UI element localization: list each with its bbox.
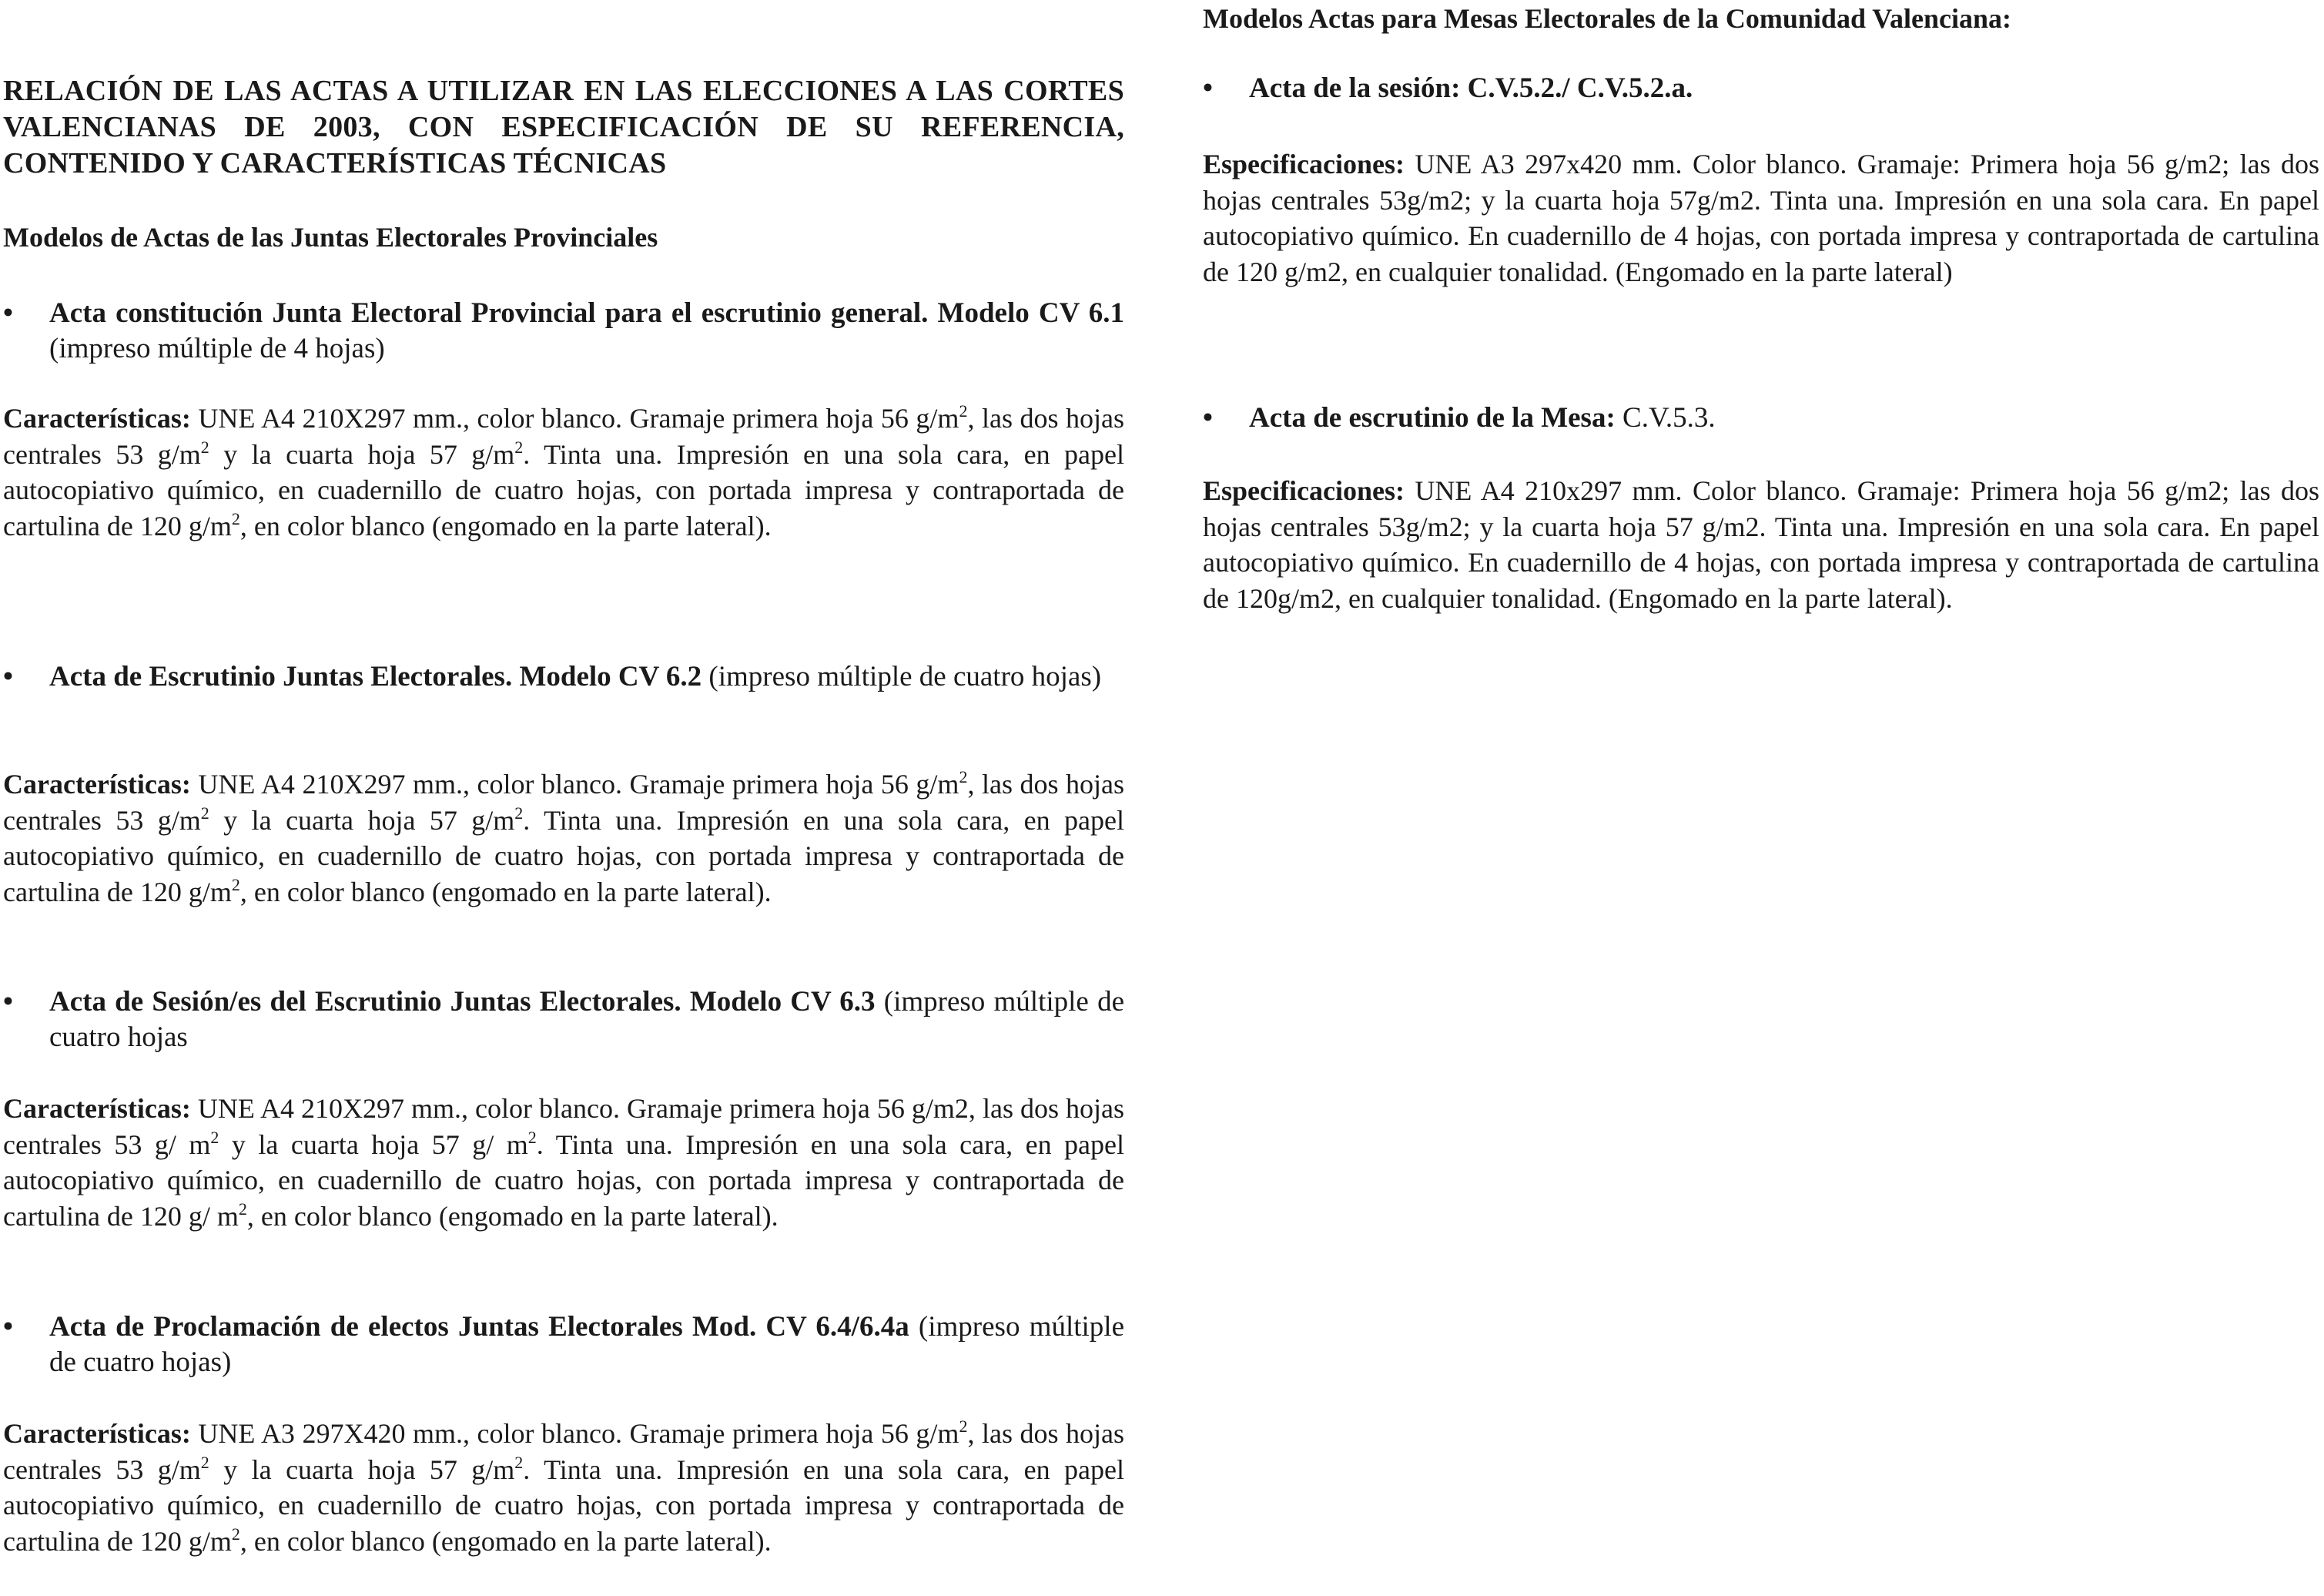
spec-label: Características:: [3, 403, 191, 434]
item-title-bold: Acta de Sesión/es del Escrutinio Juntas Electorales. Modelo CV 6.3: [49, 986, 876, 1018]
item-specification: [3, 401, 1124, 544]
bullet-icon: •: [1203, 402, 1213, 434]
bullet-icon: •: [1203, 72, 1213, 104]
section-title-polling-stations: Modelos Actas para Mesas Electorales de la Comunidad Valenciana:: [1203, 3, 2011, 34]
spec-label: Características:: [3, 1418, 191, 1449]
spec-text: , en color blanco (engomado en la parte lateral).: [239, 876, 772, 907]
item-specification: [1203, 146, 2319, 290]
spec-text: . Tinta una. Impresión en una sola cara, en papel autocopiativo químico, en cuadernillo de cuatro hojas, con portada impresa y contraportada de cartulina de 120 g/m: [3, 438, 1125, 542]
spec-text: . Tinta una. Impresión en una sola cara, en papel autocopiativo químico, en cuadernillo de cuatro hojas, con portada impresa y contraportada de cartulina de 120 g/m: [3, 804, 1125, 907]
spec-text: , en color blanco (engomado en la parte lateral).: [239, 510, 772, 542]
spec-text: y la cuarta hoja 57 g/m: [209, 1454, 515, 1485]
spec-label: Características:: [3, 1093, 191, 1124]
superscript: 2: [210, 1127, 219, 1147]
item-title-note: (impreso múltiple de cuatro hojas): [49, 1311, 1124, 1378]
bullet-icon: •: [3, 1311, 13, 1343]
spec-label: Especificaciones:: [1203, 149, 1405, 179]
superscript: 2: [231, 508, 240, 528]
list-item-title: [3, 984, 1124, 1055]
superscript: 2: [231, 1524, 240, 1544]
bullet-icon: •: [3, 661, 13, 692]
superscript: 2: [959, 401, 968, 421]
item-title-bold: Acta de Proclamación de electos Juntas Electorales Mod. CV 6.4/6.4a: [49, 1311, 909, 1343]
item-specification: [1203, 473, 2319, 616]
spec-text: UNE A4 210X297 mm., color blanco. Gramaje primera hoja 56 g/m: [190, 403, 959, 434]
superscript: 2: [959, 767, 968, 786]
section-title-provincial-boards: Modelos de Actas de las Juntas Electorales Provinciales: [3, 222, 658, 253]
item-title-bold: Acta de Escrutinio Juntas Electorales. Modelo CV 6.2: [49, 661, 702, 692]
spec-text: , las dos hojas centrales 53 g/m: [3, 403, 1124, 470]
superscript: 2: [959, 1417, 968, 1436]
superscript: 2: [527, 1127, 537, 1147]
list-item-title: [1203, 401, 2319, 436]
bullet-icon: •: [3, 297, 13, 329]
item-title-note: (impreso múltiple de cuatro hojas): [702, 661, 1102, 692]
list-item-title: [3, 296, 1124, 367]
item-specification: [3, 766, 1124, 910]
list-item-title: [3, 659, 1124, 695]
superscript: 2: [514, 803, 524, 823]
spec-label: Especificaciones:: [1203, 475, 1405, 506]
spec-text: UNE A3 297x420 mm. Color blanco. Gramaje: Primera hoja 56 g/m2; las dos hojas centrales 53g/m2; y la cuarta hoja 57g/m2. Tinta una. Impresión en una sola cara. En papel autocopiativo químico. En cuadernillo de 4 hojas, con portada impresa y contraportada de cartulina de 120 g/m2, en cualquier tonalidad. (Engomado en la parte lateral): [1203, 149, 2319, 287]
superscript: 2: [231, 874, 240, 894]
spec-text: y la cuarta hoja 57 g/m: [209, 438, 515, 470]
list-item-title: [1203, 71, 2319, 106]
superscript: 2: [200, 803, 209, 823]
spec-text: y la cuarta hoja 57 g/m: [209, 804, 515, 836]
spec-text: , las dos hojas centrales 53 g/m: [3, 769, 1124, 836]
superscript: 2: [514, 437, 524, 457]
spec-text: . Tinta una. Impresión en una sola cara, en papel autocopiativo químico, en cuadernillo de cuatro hojas, con portada impresa y contraportada de cartulina de 120 g/m: [3, 1454, 1125, 1557]
spec-label: Características:: [3, 769, 191, 800]
document-heading: RELACIÓN DE LAS ACTAS A UTILIZAR EN LAS ELECCIONES A LAS CORTES VALENCIANAS DE 2003, CON ESPECIFICACIÓN DE SU REFERENCIA, CONTENIDO Y CARACTERÍSTICAS TÉCNICAS: [3, 75, 1124, 179]
spec-text: UNE A3 297X420 mm., color blanco. Gramaje primera hoja 56 g/m: [190, 1418, 959, 1449]
item-title-note: C.V.5.3.: [1615, 402, 1716, 434]
spec-text: y la cuarta hoja 57 g/ m: [219, 1128, 528, 1160]
spec-text: UNE A4 210X297 mm., color blanco. Gramaje primera hoja 56 g/m2, las dos hojas centrales 53 g/ m: [3, 1093, 1124, 1160]
spec-text: UNE A4 210X297 mm., color blanco. Gramaje primera hoja 56 g/m: [190, 769, 959, 800]
list-item-title: [3, 1309, 1124, 1380]
superscript: 2: [200, 437, 209, 457]
item-title-bold: Acta constitución Junta Electoral Provincial para el escrutinio general. Modelo CV 6.1: [49, 297, 1124, 329]
spec-text: . Tinta una. Impresión en una sola cara, en papel autocopiativo químico, en cuadernillo de cuatro hojas, con portada impresa y contraportada de cartulina de 120 g/ m: [3, 1128, 1125, 1232]
item-title-note: (impreso múltiple de cuatro hojas: [49, 986, 1124, 1053]
superscript: 2: [514, 1452, 524, 1472]
item-title-bold: Acta de la sesión: C.V.5.2./ C.V.5.2.a.: [1249, 72, 1693, 104]
superscript: 2: [238, 1199, 247, 1219]
item-title-bold: Acta de escrutinio de la Mesa:: [1249, 402, 1616, 434]
item-title-note: (impreso múltiple de 4 hojas): [49, 333, 385, 364]
spec-text: , las dos hojas centrales 53 g/m: [3, 1418, 1124, 1485]
item-specification: [3, 1416, 1124, 1559]
superscript: 2: [200, 1452, 209, 1472]
bullet-icon: •: [3, 986, 13, 1018]
spec-text: , en color blanco (engomado en la parte lateral).: [246, 1200, 779, 1232]
spec-text: , en color blanco (engomado en la parte lateral).: [239, 1525, 772, 1557]
item-specification: [3, 1091, 1124, 1234]
spec-text: UNE A4 210x297 mm. Color blanco. Gramaje: Primera hoja 56 g/m2; las dos hojas centrales 53g/m2; y la cuarta hoja 57 g/m2. Tinta una. Impresión en una sola cara. En papel autocopiativo químico. En cuadernillo de 4 hojas, con portada impresa y contraportada de cartulina de 120g/m2, en cualquier tonalidad. (Engomado en la parte lateral).: [1203, 475, 2319, 614]
